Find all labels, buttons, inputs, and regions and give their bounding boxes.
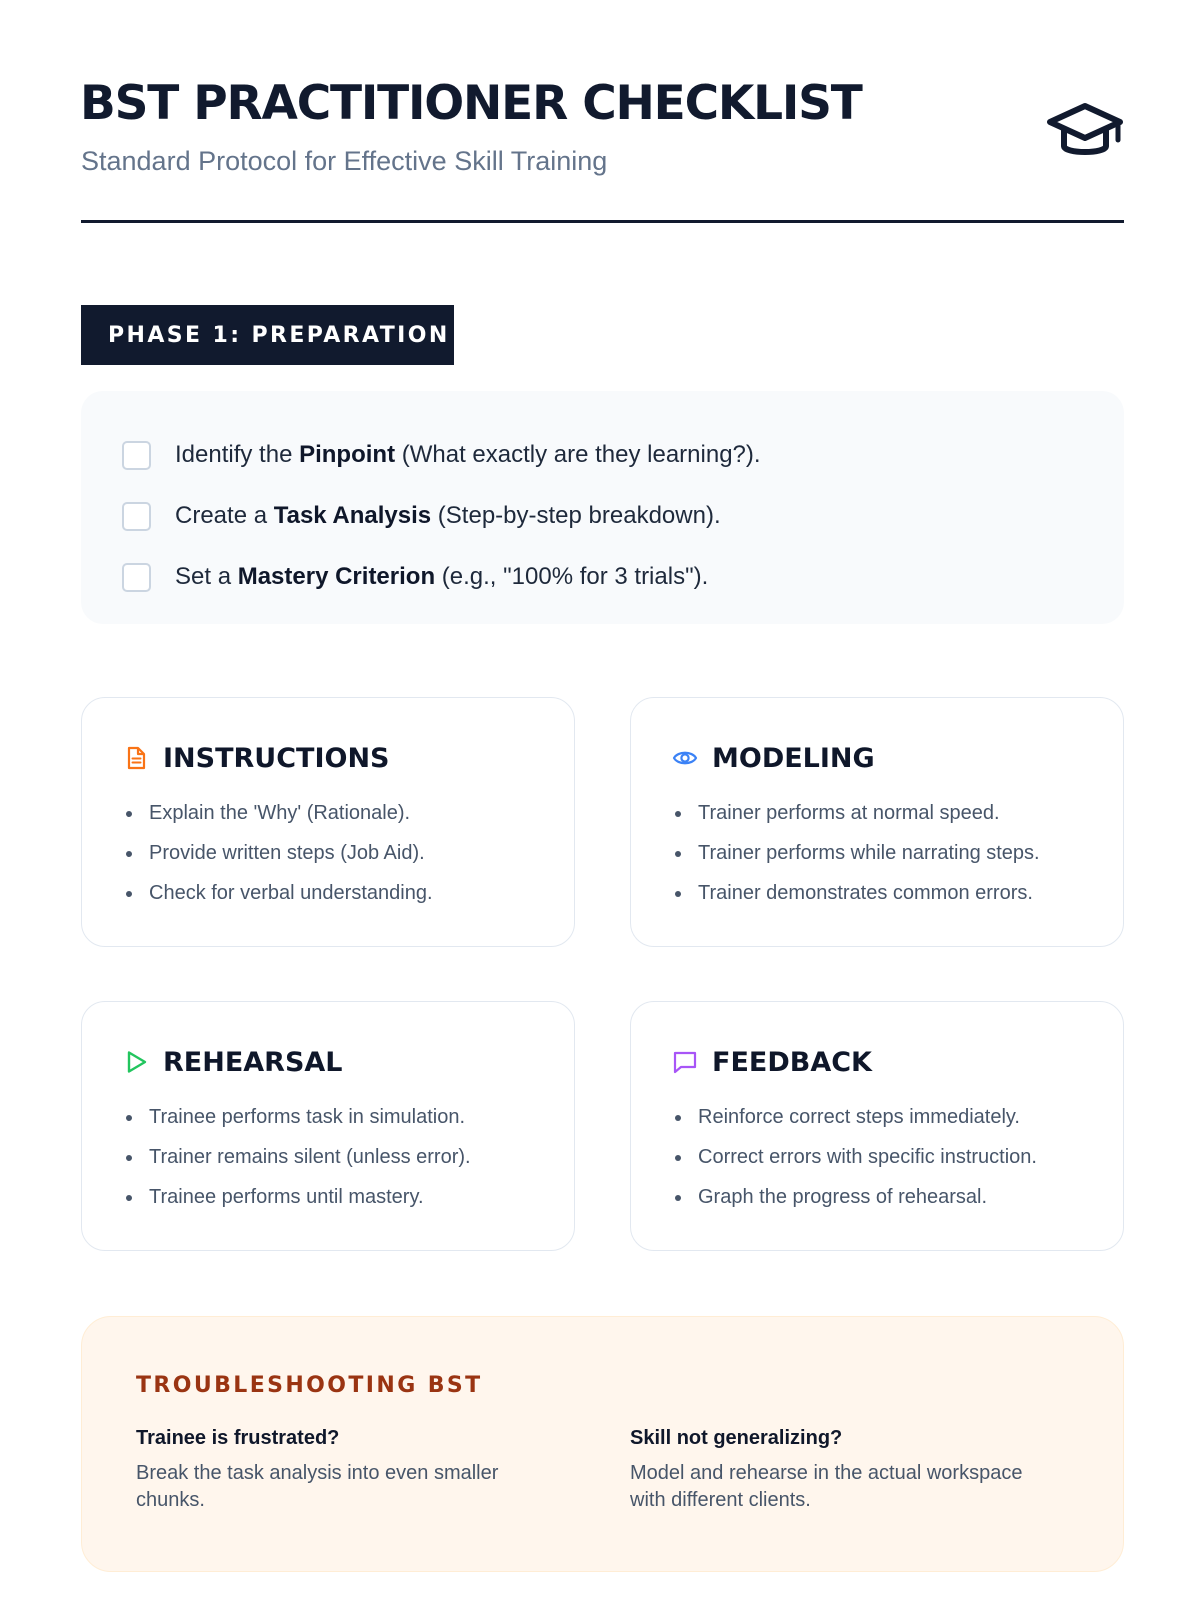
list-item: Trainer remains silent (unless error).	[123, 1137, 471, 1177]
item-suffix: (e.g., "100% for 3 trials").	[435, 563, 709, 590]
list-item: Provide written steps (Job Aid).	[123, 833, 433, 873]
card-list	[123, 793, 433, 913]
list-item: Graph the progress of rehearsal.	[672, 1177, 1037, 1217]
card-list	[123, 1097, 471, 1217]
card-header	[123, 1042, 343, 1082]
list-item: Reinforce correct steps immediately.	[672, 1097, 1037, 1137]
phase-label	[81, 305, 454, 365]
chat-bubble-icon	[672, 1049, 698, 1075]
header-divider	[81, 220, 1124, 223]
checklist-item-text	[175, 441, 761, 469]
list-item: Trainer demonstrates common errors.	[672, 873, 1040, 913]
document-icon	[123, 745, 149, 771]
troubleshooting-box	[81, 1316, 1124, 1572]
card-header	[672, 738, 875, 778]
list-item: Explain the 'Why' (Rationale).	[123, 793, 433, 833]
card-list	[672, 793, 1040, 913]
graduation-cap-icon	[1046, 100, 1124, 164]
instructions-card	[81, 697, 575, 947]
card-list	[672, 1097, 1037, 1217]
checklist-item[interactable]	[122, 437, 761, 473]
list-item: Check for verbal understanding.	[123, 873, 433, 913]
item-keyword: Task Analysis	[273, 502, 432, 529]
item-keyword: Mastery Criterion	[237, 563, 436, 590]
card-title: REHEARSAL	[163, 1046, 343, 1078]
item-suffix: (What exactly are they learning?).	[395, 441, 761, 468]
checkbox[interactable]	[122, 502, 151, 531]
troubleshooting-title: TROUBLESHOOTING BST	[136, 1373, 483, 1398]
item-suffix: (Step-by-step breakdown).	[431, 502, 721, 529]
list-item: Trainer performs while narrating steps.	[672, 833, 1040, 873]
tip-answer: Model and rehearse in the actual workspace with different clients.	[630, 1462, 1023, 1511]
tip-question: Skill not generalizing?	[630, 1427, 843, 1449]
list-item: Trainee performs until mastery.	[123, 1177, 471, 1217]
card-title: MODELING	[712, 742, 875, 774]
phase-label-text: PHASE 1: PREPARATION	[108, 322, 450, 348]
page-subtitle: Standard Protocol for Effective Skill Training	[81, 146, 608, 176]
card-header	[672, 1042, 872, 1082]
card-header	[123, 738, 390, 778]
page-title: BST PRACTITIONER CHECKLIST	[80, 76, 862, 131]
card-title: FEEDBACK	[712, 1046, 872, 1078]
item-keyword: Pinpoint	[299, 441, 396, 468]
rehearsal-card	[81, 1001, 575, 1251]
preparation-checklist	[81, 391, 1124, 624]
tip-answer: Break the task analysis into even smaller chunks.	[136, 1462, 499, 1511]
list-item: Trainer performs at normal speed.	[672, 793, 1040, 833]
play-icon	[123, 1049, 149, 1075]
checklist-item[interactable]	[122, 559, 708, 595]
feedback-card	[630, 1001, 1124, 1251]
checklist-item-text	[175, 563, 708, 591]
troubleshooting-tip	[136, 1427, 556, 1514]
checklist-item-text	[175, 502, 721, 530]
checkbox[interactable]	[122, 441, 151, 470]
checkbox[interactable]	[122, 563, 151, 592]
item-prefix: Set a	[175, 563, 238, 590]
tip-question: Trainee is frustrated?	[136, 1427, 340, 1449]
list-item: Correct errors with specific instruction.	[672, 1137, 1037, 1177]
eye-icon	[672, 745, 698, 771]
card-title: INSTRUCTIONS	[163, 742, 390, 774]
list-item: Trainee performs task in simulation.	[123, 1097, 471, 1137]
troubleshooting-tip	[630, 1427, 1050, 1514]
item-prefix: Identify the	[175, 441, 300, 468]
item-prefix: Create a	[175, 502, 274, 529]
checklist-item[interactable]	[122, 498, 721, 534]
modeling-card	[630, 697, 1124, 947]
